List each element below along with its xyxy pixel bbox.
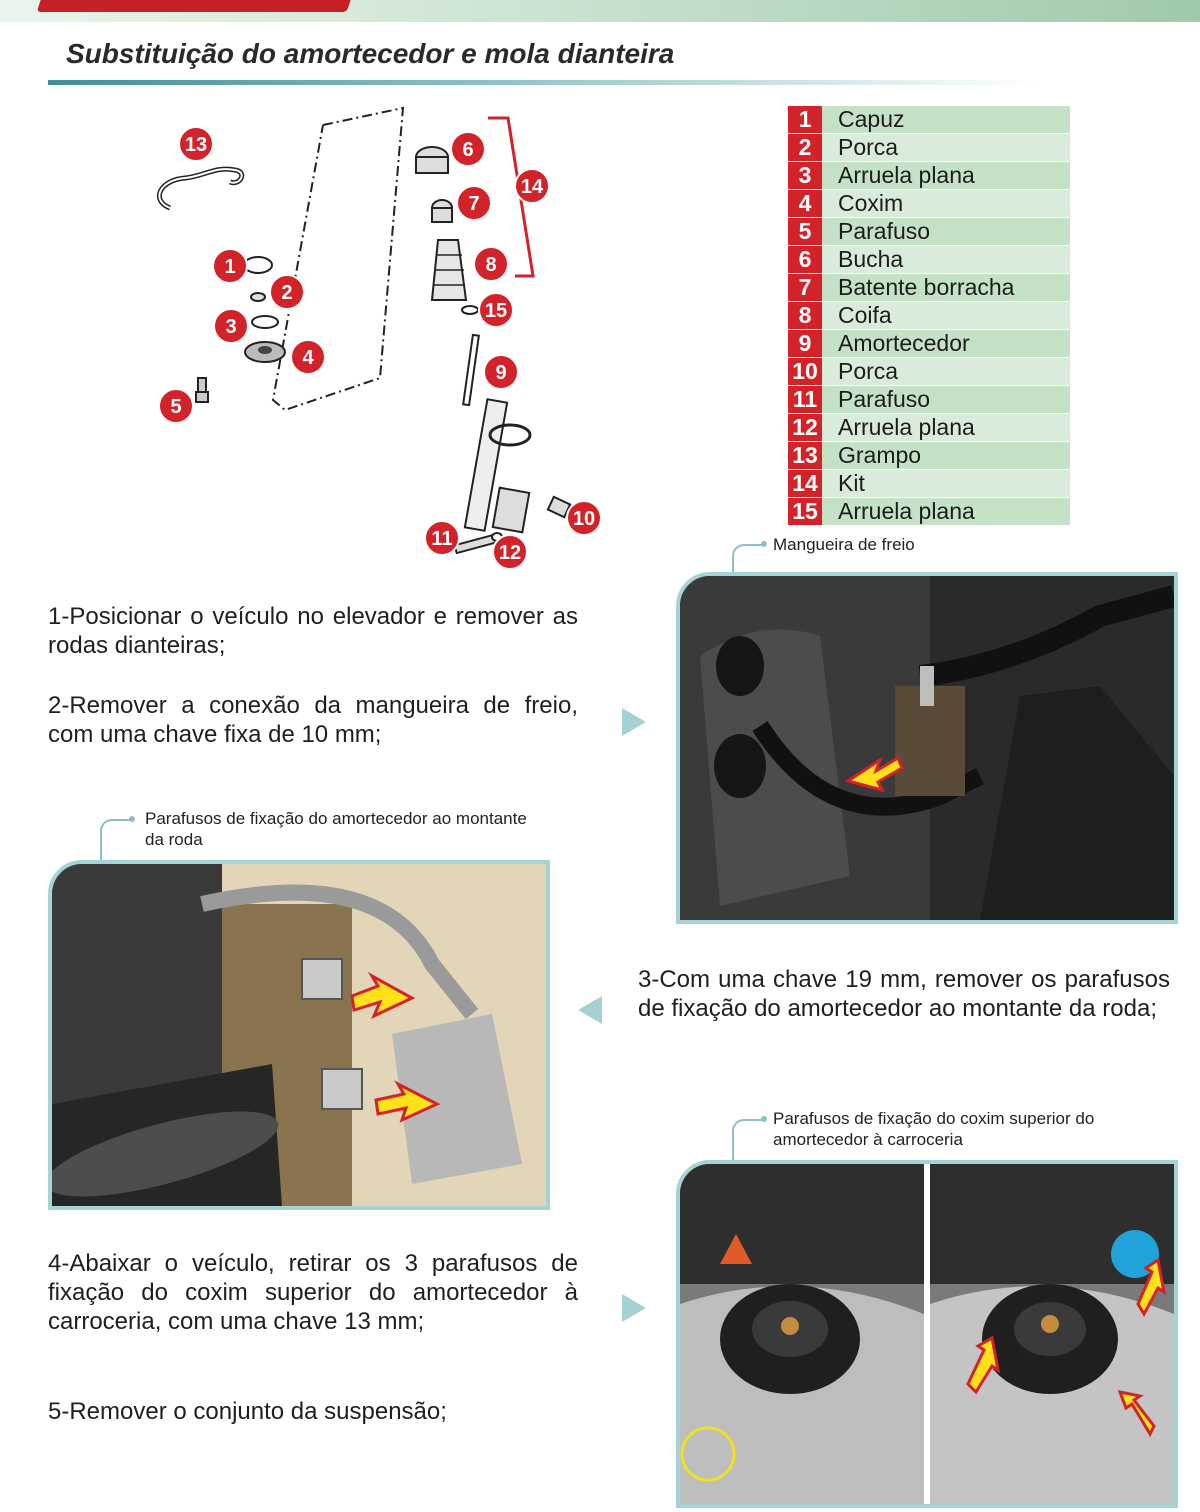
part-name: Porca bbox=[838, 134, 899, 160]
parts-legend-row bbox=[788, 330, 1070, 358]
parts-legend-row bbox=[788, 218, 1070, 246]
callout-7: 7 bbox=[468, 193, 480, 215]
part-number: 8 bbox=[788, 302, 822, 329]
caption-dot bbox=[761, 1116, 767, 1122]
part-name: Grampo bbox=[838, 442, 922, 468]
parts-legend-row bbox=[788, 162, 1070, 190]
callout-6: 6 bbox=[462, 139, 474, 161]
parts-legend-row bbox=[788, 190, 1070, 218]
part-number: 1 bbox=[788, 106, 822, 133]
callout-1: 1 bbox=[224, 256, 236, 278]
callout-12: 12 bbox=[498, 542, 522, 564]
callout-3: 3 bbox=[225, 316, 237, 338]
caption-leader-line bbox=[100, 819, 132, 865]
step-2-text: 2-Remover a conexão da mangueira de freio, com uma chave fixa de 10 mm; bbox=[48, 692, 578, 748]
part-name: Coxim bbox=[838, 190, 904, 216]
callout-10: 10 bbox=[572, 508, 596, 530]
callout-15: 15 bbox=[484, 300, 508, 322]
callout-8: 8 bbox=[485, 254, 497, 276]
parts-legend-row bbox=[788, 246, 1070, 274]
part-number: 6 bbox=[788, 246, 822, 273]
part-number: 14 bbox=[788, 470, 822, 497]
part-name: Kit bbox=[838, 470, 865, 496]
pointer-left-arrow-icon bbox=[578, 996, 602, 1024]
part-name: Porca bbox=[838, 358, 899, 384]
part-name: Arruela plana bbox=[838, 162, 975, 188]
step-4-text: 4-Abaixar o veículo, retirar os 3 parafusos de fixação do coxim superior do amortecedor à carroceria, com uma chave 13 mm; bbox=[48, 1250, 578, 1335]
part-number: 9 bbox=[788, 330, 822, 357]
caption-brake-hose: Mangueira de freio bbox=[773, 535, 915, 554]
part-name: Arruela plana bbox=[838, 414, 975, 440]
photo-mount-bolts bbox=[676, 1160, 1178, 1508]
title-underline bbox=[48, 80, 1038, 85]
part-name: Capuz bbox=[838, 106, 905, 132]
parts-legend-row bbox=[788, 302, 1070, 330]
part-number: 15 bbox=[788, 498, 822, 525]
caption-leader-line bbox=[732, 1119, 764, 1165]
part-name: Batente borracha bbox=[838, 274, 1015, 300]
step-1-text: 1-Posicionar o veículo no elevador e remover as rodas dianteiras; bbox=[48, 603, 578, 659]
photo-strut-bolts bbox=[48, 860, 550, 1210]
parts-legend-row bbox=[788, 386, 1070, 414]
part-number: 7 bbox=[788, 274, 822, 301]
part-name: Coifa bbox=[838, 302, 892, 328]
parts-legend-row bbox=[788, 274, 1070, 302]
top-banner bbox=[0, 0, 1200, 24]
part-name: Arruela plana bbox=[838, 498, 975, 524]
callout-5: 5 bbox=[170, 396, 182, 418]
callout-13: 13 bbox=[184, 134, 208, 156]
parts-legend-row bbox=[788, 414, 1070, 442]
callout-4: 4 bbox=[302, 347, 314, 369]
exploded-parts-diagram bbox=[140, 100, 620, 580]
callout-9: 9 bbox=[495, 362, 507, 384]
parts-legend-row bbox=[788, 498, 1070, 526]
brand-logo bbox=[37, 0, 353, 12]
caption-strut-bolts: Parafusos de fixação do amortecedor ao montante da roda bbox=[145, 809, 527, 849]
parts-legend-row bbox=[788, 470, 1070, 498]
part-number: 5 bbox=[788, 218, 822, 245]
part-name: Amortecedor bbox=[838, 330, 970, 356]
step-3-text: 3-Com uma chave 19 mm, remover os parafusos de fixação do amortecedor ao montante da roda; bbox=[638, 966, 1170, 1022]
parts-legend bbox=[788, 106, 1070, 526]
callout-2: 2 bbox=[281, 282, 293, 304]
part-name: Parafuso bbox=[838, 218, 931, 244]
parts-legend-row bbox=[788, 106, 1070, 134]
callout-11: 11 bbox=[431, 528, 453, 550]
part-number: 11 bbox=[788, 386, 822, 413]
part-number: 2 bbox=[788, 134, 822, 161]
parts-legend-row bbox=[788, 442, 1070, 470]
part-number: 4 bbox=[788, 190, 822, 217]
pointer-right-arrow-icon bbox=[622, 1294, 646, 1322]
photo-brake-hose bbox=[676, 572, 1178, 924]
step-5-text: 5-Remover o conjunto da suspensão; bbox=[48, 1398, 447, 1425]
parts-legend-row bbox=[788, 358, 1070, 386]
part-number: 3 bbox=[788, 162, 822, 189]
part-name: Bucha bbox=[838, 246, 904, 272]
caption-dot bbox=[761, 541, 767, 547]
caption-dot bbox=[129, 816, 135, 822]
parts-legend-row bbox=[788, 134, 1070, 162]
part-number: 10 bbox=[788, 358, 822, 385]
caption-mount-bolts: Parafusos de fixação do coxim superior do amortecedor à carroceria bbox=[773, 1109, 1095, 1149]
part-number: 13 bbox=[788, 442, 822, 469]
callout-14: 14 bbox=[520, 176, 544, 198]
part-number: 12 bbox=[788, 414, 822, 441]
page-title: Substituição do amortecedor e mola dianteira bbox=[66, 38, 675, 69]
pointer-right-arrow-icon bbox=[622, 708, 646, 736]
part-name: Parafuso bbox=[838, 386, 931, 412]
